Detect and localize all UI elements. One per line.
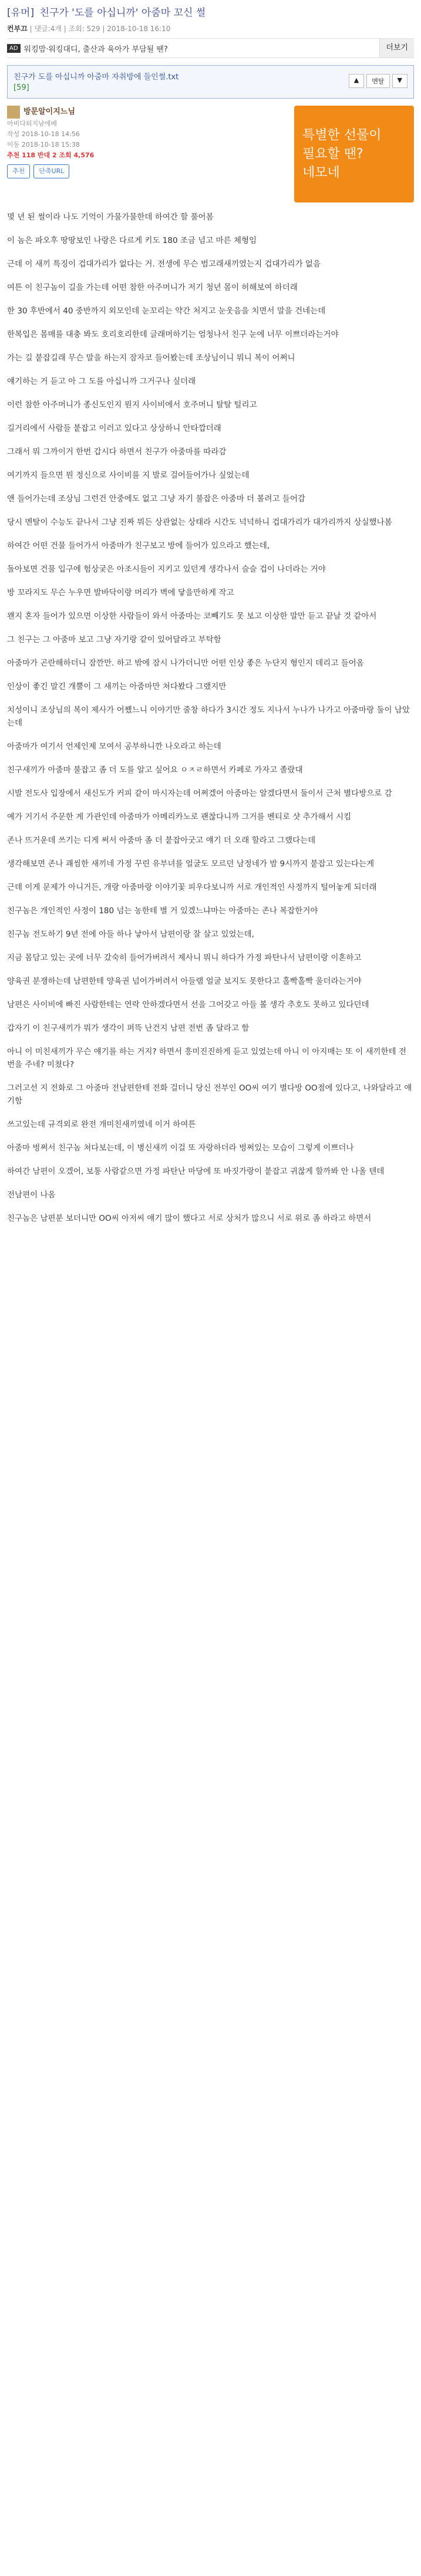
post-paragraph: 그래서 뭐 그까이거 한번 갑시다 하면서 친구가 아줌마를 따라감 [7, 447, 227, 457]
post-paragraph: 친구놈 전도하기 9년 전에 아들 하나 낳아서 남편이랑 잘 살고 있었는데, [7, 930, 254, 939]
post-paragraph: 존나 뜨거운데 쓰기는 디게 써서 아줌마 좀 더 붙잡아굿고 얘기 더 오래 할라고 그랬다는데 [7, 836, 316, 845]
post-paragraph: 이런 참한 아주머니가 종신도인지 뭔지 사이비에서 호주머니 탈탈 털리고 [7, 400, 257, 410]
post-paragraph: 아니 이 미친새끼가 무슨 얘기를 하는 거지? 하면서 흥미진진하게 듣고 있었는데 아니 이 아지매는 또 이 새끼한테 전번을 주네? 미쳤다? [7, 1047, 407, 1069]
post-date: 2018-10-18 16:10 [107, 25, 171, 33]
post-paragraph: 몇 년 된 썰이라 나도 기억이 가물가물한데 하여간 할 풀어봄 [7, 212, 214, 222]
post-title-text: 친구가 '도를 아십니까' 아줌마 꼬신 썰 [39, 7, 206, 19]
post-paragraph: 친구놈은 개인적인 사정이 180 넘는 농한테 별 거 있겠느냐마는 아줌마는 존나 복잡한거야 [7, 906, 318, 916]
post-body [7, 211, 414, 1225]
post-paragraph: 방 꼬라지도 무슨 누우면 발바닥이랑 머리가 벽에 닿을만하게 작고 [7, 588, 234, 597]
post-stats: 추천 118 반대 2 조회 4,576 [7, 151, 95, 159]
post-paragraph: 여기까지 들으면 뭔 정신으로 사이비를 지 발로 걸어들어가나 싶었는데 [7, 471, 250, 480]
ad-text[interactable]: 워킹맘·워킹대디, 출산과 육아가 부담될 땐? [23, 45, 168, 54]
attachment-count: [59] [14, 83, 29, 92]
post-paragraph: 앤 들어가는데 조상님 그런건 안중에도 없고 그냥 자기 불잡은 아줌마 더 볼려고 들어감 [7, 494, 305, 504]
post-paragraph: 여튼 이 친구놈이 길을 가는데 어떤 참한 아주머니가 저기 청년 몸이 허해보여 하더래 [7, 283, 298, 292]
down-button[interactable]: ▼ [392, 74, 407, 88]
post-paragraph: 친구놈은 남편분 보더니만 OO씨 아저씨 얘기 많이 했다고 서로 상처가 많으니 서로 위로 좀 하라고 하면서 [7, 1214, 372, 1223]
recommend-button[interactable]: 추천 [7, 164, 30, 178]
edited-date: 이동 2018-10-18 15:38 [7, 141, 80, 148]
up-button[interactable]: ▲ [349, 74, 364, 88]
author-name[interactable]: 컨부끄 [7, 25, 28, 33]
post-paragraph: 그 친구는 그 아줌마 보고 그냥 자기랑 같이 있어달라고 부탁함 [7, 635, 221, 644]
post-paragraph: 아줌마가 여기서 언제인제 모여서 공부하니깐 나오라고 하는데 [7, 742, 221, 751]
ad-bar[interactable] [7, 39, 414, 58]
created-date: 작성 2018-10-18 14:56 [7, 130, 80, 138]
post-paragraph: 남편은 사이비에 빠진 사람한테는 연락 안하겠다면서 선을 그어갖고 아들 볼 생각 추호도 못하고 있다던데 [7, 1000, 369, 1010]
post-paragraph: 지금 몸담고 있는 곳에 너무 갔숙히 들어가버려서 제사니 뭐니 하다가 가정 파탄나서 남편이랑 이혼하고 [7, 953, 362, 963]
post-title [7, 0, 414, 22]
post-paragraph: 아줌마가 곤란해하더니 잠깐만. 하고 밖에 잠시 나가더니만 어떤 인상 좋은 누단지 형인지 데리고 들어옴 [7, 659, 364, 668]
mental-button[interactable]: 멘탈 [366, 74, 389, 88]
banner-line2: 필요할 땐? [302, 146, 363, 161]
post-paragraph: 한복입은 몸매를 대충 봐도 호리호리한데 글래머하기는 엄청나서 친구 눈에 너무 이쁘더라는거야 [7, 330, 339, 339]
attachment-buttons [349, 74, 407, 88]
post-paragraph: 양육권 분쟁하는데 남편한테 양육권 넘어가버려서 아들램 얼굴 보지도 못한다고 홀빡홀빡 울더라는거야 [7, 977, 362, 986]
post-paragraph: 아줌마 벙쩌서 친구놈 쳐다보는데, 이 병신새끼 이걸 또 자랑하더라 벙쩌있는 모습이 그렇게 이쁘더나 [7, 1143, 354, 1153]
post-paragraph: 그러고선 지 전화로 그 아줌마 전남편한테 전화 걸더니 당신 전부인 OO씨 여기 별다방 OO점에 있다고, 나와달라고 얘기함 [7, 1083, 412, 1106]
post-paragraph: 한 30 후반에서 40 중반까지 외모인데 눈꼬리는 약간 처지고 눈웃음을 치면서 말을 건네는데 [7, 306, 326, 316]
post-paragraph: 갑자기 이 친구새끼가 뭐가 생각이 퍼뜩 난건지 남편 전번 좀 달라고 함 [7, 1024, 250, 1033]
post-paragraph: 전남편이 나옴 [7, 1190, 56, 1200]
author-profile [7, 106, 414, 202]
post-paragraph: 왠지 혼자 들어가 있으면 이상한 사람들이 와서 아줌마는 코빼기도 못 보고 이상한 말만 듣고 끝날 것 같아서 [7, 612, 377, 621]
post-paragraph: 얘기하는 거 듣고 아 그 도를 아십니까 그거구나 싶더래 [7, 377, 196, 386]
comment-count[interactable]: 댓글:4개 [34, 25, 62, 33]
category-tag: [유머] [7, 7, 35, 19]
post-paragraph: 예가 거기서 주문한 게 가관인데 아줌마가 아메리카노로 괜찮다니까 그거를 벤티로 샷 추가해서 시킴 [7, 812, 352, 822]
ad-label: AD [7, 44, 21, 53]
profile-nick[interactable]: 방문알이지느님 [23, 107, 75, 116]
banner-line1: 특별한 선물이 [302, 127, 382, 143]
post-paragraph: 길거리에서 사람들 붙잡고 이러고 있다고 상상하니 안타깝더래 [7, 424, 221, 433]
profile-info [7, 106, 294, 202]
post-paragraph: 친구새끼가 아줌마 불잡고 좀 더 도를 알고 싶어요 ㅇㅈㄹ하면서 카페로 가자고 졸랐대 [7, 765, 303, 775]
avatar[interactable] [7, 106, 20, 119]
ad-banner[interactable] [294, 106, 414, 202]
profile-actions [7, 164, 294, 178]
post-paragraph: 당시 멘탈이 수능도 끝나서 그냥 진짜 뭐든 상관없는 상태라 시간도 넉넉하니 겁대가리가 대가리까지 상실했나봄 [7, 518, 392, 527]
view-count: 조회: 529 [68, 25, 100, 33]
post-paragraph: 하여간 남편이 오겠어, 보통 사람같으면 가정 파탄난 마당에 또 바짓가랑이 붙잡고 귀찮게 할까봐 안 나올 텐데 [7, 1167, 385, 1176]
post-paragraph: 쓰고있는데 규격외로 완전 개미친새끼였네 이거 하여튼 [7, 1120, 196, 1129]
post-paragraph: 인상이 좋긴 말긴 개뿔이 그 새끼는 아줌마만 쳐다봤다 그랬지만 [7, 682, 227, 691]
banner-line3: 네모네 [302, 165, 340, 180]
short-url-button[interactable]: 단축URL [33, 164, 69, 178]
post-paragraph: 이 놈은 파오후 땅땅보인 나랑은 다르게 키도 180 조금 넘고 마른 체형임 [7, 236, 257, 245]
post-paragraph: 시발 전도사 입장에서 새신도가 커피 같이 마시자는데 어쩌겠어 아줌마는 알겠다면서 둘이서 근처 별다방으로 감 [7, 789, 392, 798]
ad-more-button[interactable]: 더보기 [379, 39, 414, 58]
post-meta: 컨부끄 | 댓글:4개 | 조회: 529 | 2018-10-18 16:10 [7, 22, 414, 39]
post-paragraph: 근데 이 새끼 특징이 겁대가리가 없다는 거. 전생에 무슨 범고래새끼였는지 겁대가리가 없음 [7, 259, 321, 269]
attachment-name[interactable]: 친구가 도를 아십니까 아줌마 자취방에 들인썰.txt [14, 73, 179, 82]
post-paragraph: 근데 이게 문제가 아니거든, 개랑 아줌마랑 이야기꽃 피우다보니까 서로 개인적인 사정까지 털어놓게 되더래 [7, 883, 377, 892]
post-paragraph: 치성이니 조상님의 복이 제사가 어쨌느니 이야기만 줄창 하다가 3시간 정도 지나서 누나가 나가고 아줌마랑 둘이 남았는데 [7, 705, 410, 728]
post-paragraph: 돌아보면 건물 입구에 험상궂은 아조시들이 지키고 있던게 생각나서 슬슬 겁이 나더라는 거야 [7, 565, 326, 574]
profile-sub: 아비다퇴지남에베 [7, 120, 58, 127]
post-paragraph: 가는 길 붙잡길래 무슨 말을 하는지 잠자코 들어봤는데 조상님이니 뭐니 복이 어쩌니 [7, 353, 295, 363]
attachment-box [7, 65, 414, 99]
post-paragraph: 생각해보면 존나 괘씸한 새끼네 가정 꾸린 유부녀를 얼굴도 모르던 남정네가 밤 9시까지 붙잡고 있는다는게 [7, 859, 375, 869]
post-paragraph: 하여간 어떤 건물 들어가서 아줌마가 친구보고 방에 들어가 있으라고 했는데, [7, 541, 270, 551]
